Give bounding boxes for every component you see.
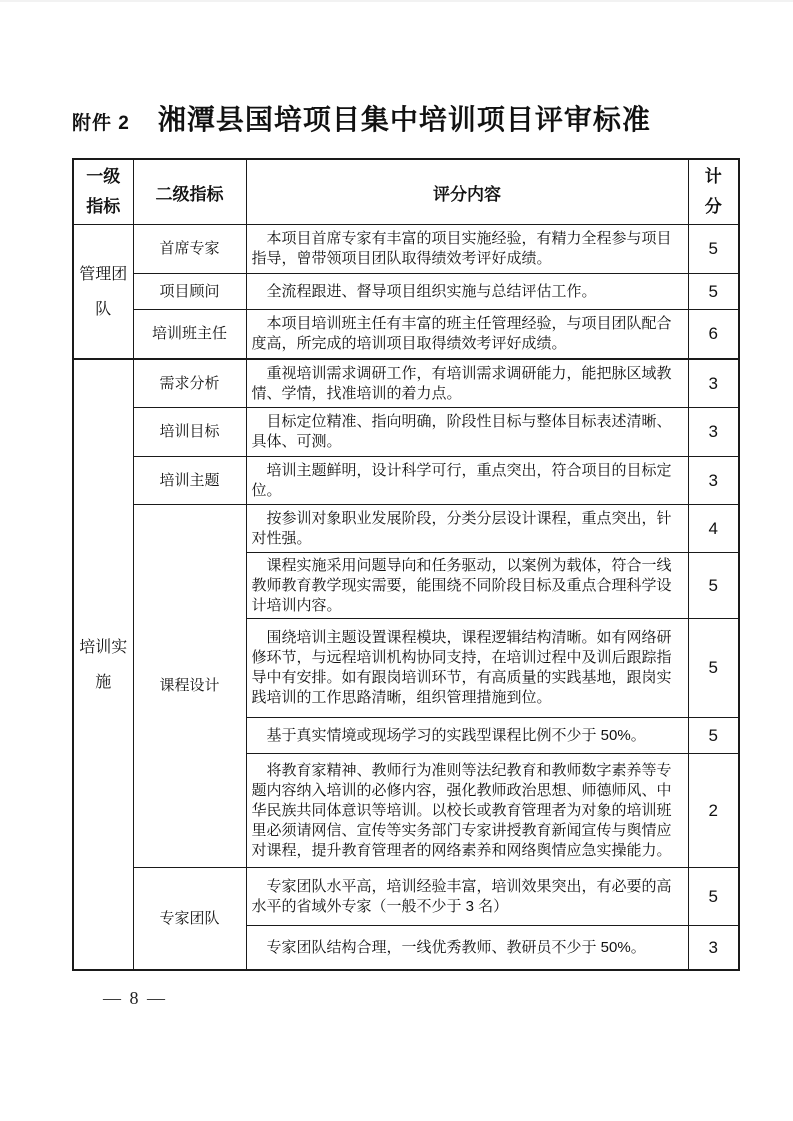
content-cell: 重视培训需求调研工作，有培训需求调研能力，能把脉区域教情、学情，找准培训的着力点。 — [246, 359, 688, 408]
table-header-row — [73, 159, 739, 225]
score-cell: 3 — [688, 359, 739, 408]
score-cell: 2 — [688, 754, 739, 868]
table-row — [73, 359, 739, 408]
score-cell: 5 — [688, 868, 739, 926]
content-cell: 围绕培训主题设置课程模块，课程逻辑结构清晰。如有网络研修环节，与远程培训机构协同支持，在培训过程中及训后跟踪指导中有安排。如有跟岗培训环节，有高质量的实践基地，跟岗实践培训的工作思路清晰，组织管理措施到位。 — [246, 619, 688, 718]
score-cell: 5 — [688, 553, 739, 619]
group-cell-management-team: 管理团队 — [73, 225, 133, 360]
table-row — [73, 868, 739, 926]
attachment-label: 附件 2 — [72, 113, 130, 134]
content-cell: 本项目培训班主任有丰富的班主任管理经验，与项目团队配合度高，所完成的培训项目取得绩效考评好成绩。 — [246, 310, 688, 360]
indicator-cell-training-goals: 培训目标 — [133, 408, 246, 457]
score-cell: 4 — [688, 505, 739, 553]
table-row — [73, 310, 739, 360]
header-score — [688, 159, 739, 225]
header-level1-indicator: 一级指标 — [73, 159, 133, 225]
content-cell: 基于真实情境或现场学习的实践型课程比例不少于 50%。 — [246, 718, 688, 754]
content-cell: 课程实施采用问题导向和任务驱动，以案例为载体，符合一线教师教育教学现实需要，能围绕不同阶段目标及重点合理科学设计培训内容。 — [246, 553, 688, 619]
header-score-label: 计分 — [704, 167, 722, 216]
score-cell: 3 — [688, 926, 739, 971]
content-cell: 目标定位精准、指向明确，阶段性目标与整体目标表述清晰、具体、可测。 — [246, 408, 688, 457]
table-row — [73, 408, 739, 457]
table-row — [73, 457, 739, 505]
content-cell: 将教育家精神、教师行为准则等法纪教育和教师数字素养等专题内容纳入培训的必修内容，强化教师政治思想、师德师风、中华民族共同体意识等培训。以校长或教育管理者为对象的培训班里必须请网信、宣传等实务部门专家讲授教育新闻宣传与舆情应对课程，提升教育管理者的网络素养和网络舆情应急实操能力。 — [246, 754, 688, 868]
score-cell: 3 — [688, 457, 739, 505]
page-title: 湘潭县国培项目集中培训项目评审标准 — [157, 104, 651, 135]
content-cell: 按参训对象职业发展阶段，分类分层设计课程，重点突出，针对性强。 — [246, 505, 688, 553]
title-block — [72, 98, 722, 138]
content-cell: 专家团队结构合理，一线优秀教师、教研员不少于 50%。 — [246, 926, 688, 971]
indicator-cell-expert-team: 专家团队 — [133, 868, 246, 971]
header-level2-indicator: 二级指标 — [133, 159, 246, 225]
content-cell: 全流程跟进、督导项目组织实施与总结评估工作。 — [246, 274, 688, 310]
indicator-cell-project-advisor: 项目顾问 — [133, 274, 246, 310]
table-row — [73, 505, 739, 553]
content-cell: 专家团队水平高，培训经验丰富，培训效果突出，有必要的高水平的省域外专家（一般不少于 3 名） — [246, 868, 688, 926]
header-scoring-content: 评分内容 — [246, 159, 688, 225]
criteria-table — [72, 158, 740, 971]
score-cell: 5 — [688, 718, 739, 754]
indicator-cell-needs-analysis: 需求分析 — [133, 359, 246, 408]
score-cell: 6 — [688, 310, 739, 360]
page-number: — 8 — — [103, 988, 167, 1008]
table-row — [73, 225, 739, 274]
indicator-cell-chief-expert: 首席专家 — [133, 225, 246, 274]
content-cell: 培训主题鲜明，设计科学可行，重点突出，符合项目的目标定位。 — [246, 457, 688, 505]
score-cell: 5 — [688, 274, 739, 310]
indicator-cell-training-theme: 培训主题 — [133, 457, 246, 505]
score-cell: 5 — [688, 225, 739, 274]
indicator-cell-class-director: 培训班主任 — [133, 310, 246, 360]
score-cell: 5 — [688, 619, 739, 718]
content-cell: 本项目首席专家有丰富的项目实施经验，有精力全程参与项目指导，曾带领项目团队取得绩效考评好成绩。 — [246, 225, 688, 274]
table-row — [73, 274, 739, 310]
group-cell-training-implementation: 培训实施 — [73, 359, 133, 970]
indicator-cell-curriculum-design: 课程设计 — [133, 505, 246, 868]
score-cell: 3 — [688, 408, 739, 457]
